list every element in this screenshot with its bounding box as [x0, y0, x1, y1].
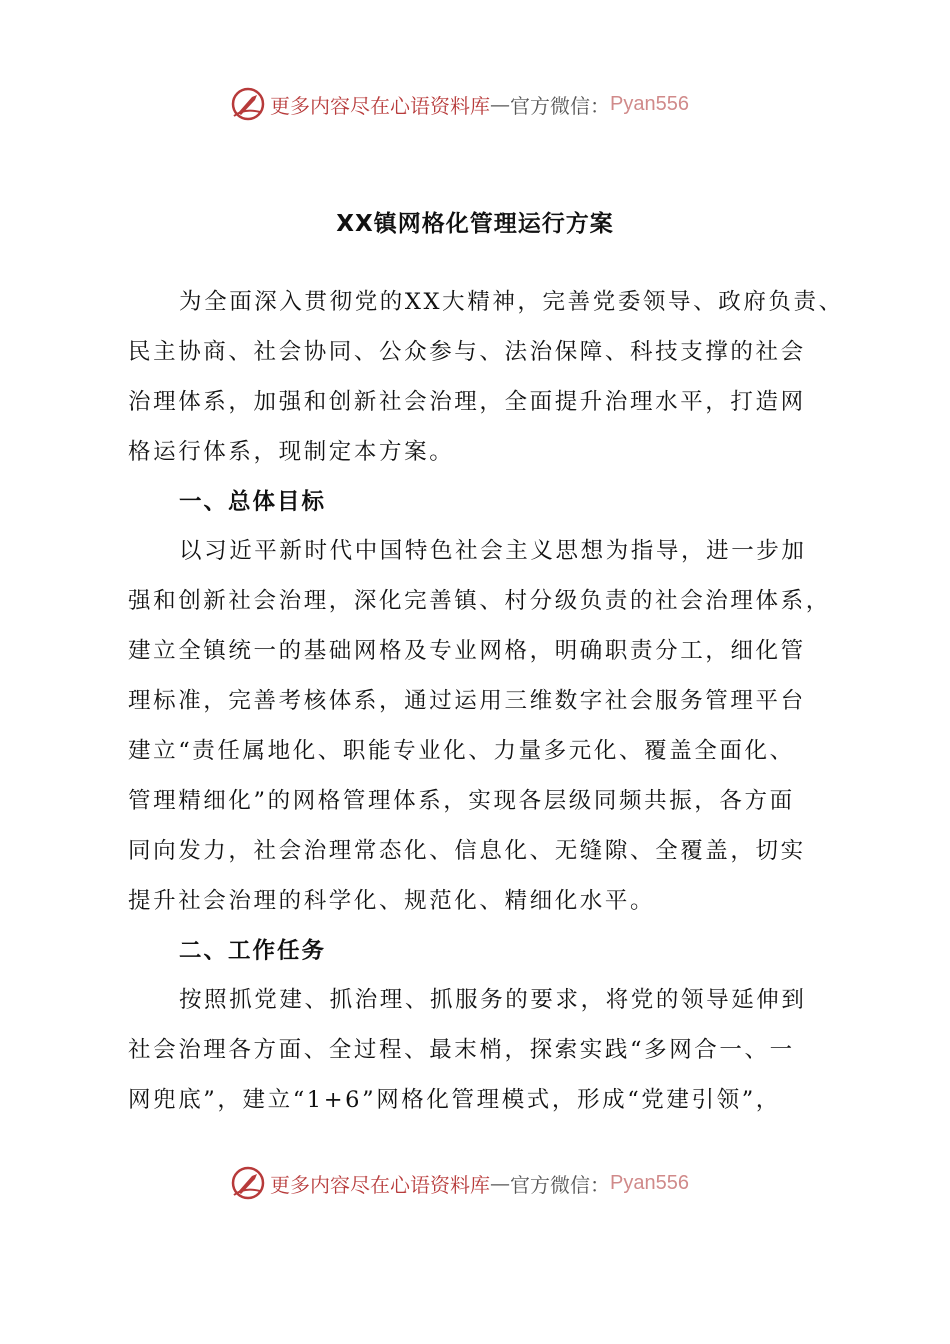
text-line: 社会治理各方面、全过程、最末梢，探索实践“多网合一、一	[128, 1037, 795, 1064]
banner-brand-text: 更多内容尽在心语资料库	[270, 1172, 490, 1197]
pen-logo-icon	[230, 1165, 266, 1201]
text-line: 格运行体系，现制定本方案。	[128, 438, 455, 465]
text-line: 治理体系，加强和创新社会治理，全面提升治理水平，打造网	[128, 388, 806, 415]
text-line: 强和创新社会治理，深化完善镇、村分级负责的社会治理体系，	[128, 588, 831, 615]
text-line: 理标准，完善考核体系，通过运用三维数字社会服务管理平台	[128, 688, 806, 715]
banner-wechat-label: 官方微信：	[510, 93, 610, 118]
banner-wechat-id: Pyan556	[610, 1171, 689, 1194]
banner-dash: —	[490, 92, 510, 116]
text-line: 建立“责任属地化、职能专业化、力量多元化、覆盖全面化、	[128, 738, 795, 765]
paragraph-work-tasks	[128, 976, 838, 1126]
footer-banner	[230, 1163, 689, 1203]
header-banner	[230, 84, 689, 124]
banner-wechat-id: Pyan556	[610, 92, 689, 115]
text-line: 按照抓党建、抓治理、抓服务的要求，将党的领导延伸到	[179, 987, 807, 1014]
section-heading-overall-goal: 一、总体目标	[179, 488, 327, 515]
text-line: 以习近平新时代中国特色社会主义思想为指导，进一步加	[179, 538, 807, 565]
text-line: 民主协商、社会协同、公众参与、法治保障、科技支撑的社会	[128, 338, 806, 365]
paragraph-overall-goal	[128, 527, 838, 926]
banner-brand-text: 更多内容尽在心语资料库	[270, 93, 490, 118]
banner-wechat-label: 官方微信：	[510, 1172, 610, 1197]
section-heading-work-tasks: 二、工作任务	[179, 937, 327, 964]
document-title: XX镇网格化管理运行方案	[336, 211, 614, 237]
text-line: 管理精细化”的网格管理体系，实现各层级同频共振，各方面	[128, 787, 795, 814]
text-line: 建立全镇统一的基础网格及专业网格，明确职责分工，细化管	[128, 638, 806, 665]
text-line: 同向发力，社会治理常态化、信息化、无缝隙、全覆盖，切实	[128, 837, 806, 864]
paragraph-intro	[128, 278, 844, 478]
document-body	[128, 278, 844, 1126]
pen-logo-icon	[230, 86, 266, 122]
text-line: 提升社会治理的科学化、规范化、精细化水平。	[128, 887, 656, 914]
banner-dash: —	[490, 1171, 510, 1195]
text-line: 为全面深入贯彻党的XX大精神，完善党委领导、政府负责、	[179, 289, 844, 315]
text-line: 网兜底”，建立“1+6”网格化管理模式，形成“党建引领”，	[128, 1087, 781, 1114]
